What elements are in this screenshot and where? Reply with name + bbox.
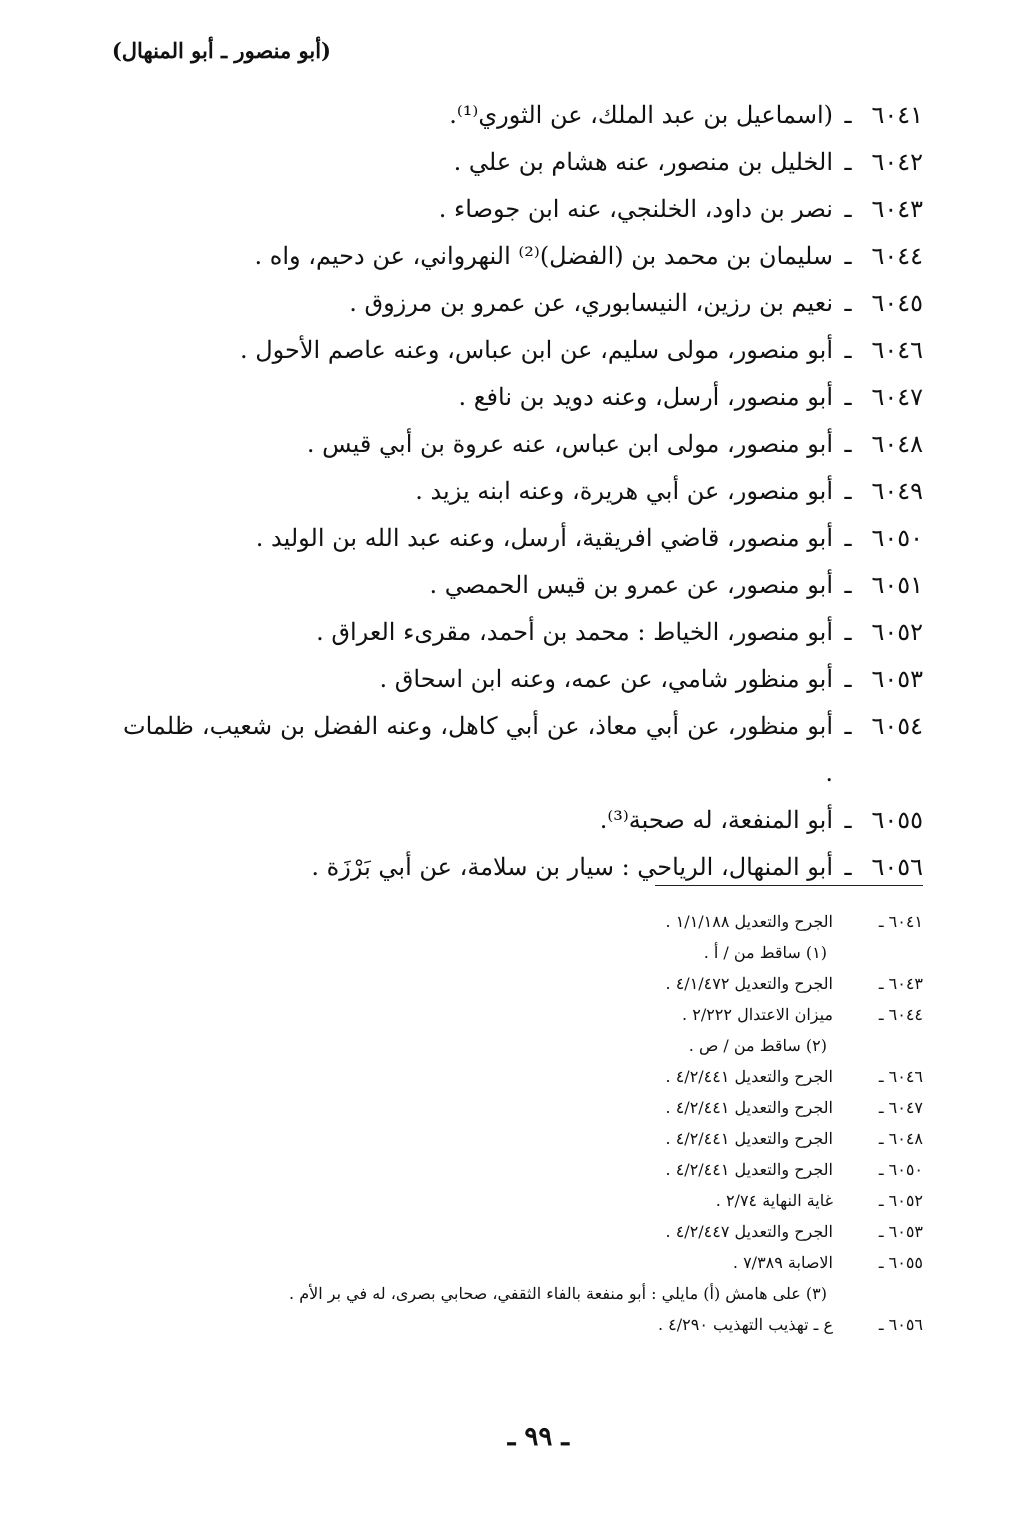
entry-text: نصر بن داود، الخلنجي، عنه ابن جوصاء . xyxy=(438,195,833,223)
footnote-entry-number: ٦٠٤٤ ـ xyxy=(878,1005,923,1024)
entry-separator: ـ xyxy=(844,148,852,176)
entry-text: أبو المنفعة، له صحبة⁽³⁾. xyxy=(599,806,833,834)
footnote-text: الجرح والتعديل ٤/٢/٤٤١ . xyxy=(665,1098,833,1117)
footnote xyxy=(223,1092,923,1123)
entry-separator: ـ xyxy=(844,430,852,458)
entry-text: أبو منصور، قاضي افريقية، أرسل، وعنه عبد الله بن الوليد . xyxy=(255,524,833,552)
footnote-text: الجرح والتعديل ١/١/١٨٨ . xyxy=(665,912,833,931)
footnote xyxy=(223,1030,923,1061)
entry-separator: ـ xyxy=(844,242,852,270)
footnote-entry-number: ٦٠٤٧ ـ xyxy=(878,1098,923,1117)
entry-separator: ـ xyxy=(844,853,852,881)
entry-number: ٦٠٥٣ xyxy=(871,665,923,693)
entry-separator: ـ xyxy=(844,336,852,364)
entry xyxy=(123,233,923,280)
footnote-entry-number: ٦٠٥٢ ـ xyxy=(878,1191,923,1210)
entry-number: ٦٠٤٣ xyxy=(871,195,923,223)
entry xyxy=(123,92,923,139)
footnote-text: (٢) ساقط من / ص . xyxy=(688,1036,827,1055)
entry-text: أبو منظور، عن أبي معاذ، عن أبي كاهل، وعنه الفضل بن شعيب، ظلمات . xyxy=(123,712,833,787)
footnote xyxy=(223,999,923,1030)
footnote xyxy=(223,1154,923,1185)
footnote xyxy=(223,1216,923,1247)
footnote-entry-number: ٦٠٤١ ـ xyxy=(878,912,923,931)
entry xyxy=(123,186,923,233)
entry-number: ٦٠٤٥ xyxy=(871,289,923,317)
entry-separator: ـ xyxy=(844,571,852,599)
footnote xyxy=(223,1247,923,1278)
entry-number: ٦٠٥٥ xyxy=(871,806,923,834)
entry-number: ٦٠٥٠ xyxy=(871,524,923,552)
entry-number: ٦٠٥٤ xyxy=(871,712,923,740)
entry-separator: ـ xyxy=(844,712,852,740)
footnote-text: الجرح والتعديل ٤/٢/٤٤١ . xyxy=(665,1160,833,1179)
footnote-entry-number: ٦٠٤٣ ـ xyxy=(878,974,923,993)
footnote xyxy=(223,1185,923,1216)
entry-text: نعيم بن رزين، النيسابوري، عن عمرو بن مرزوق . xyxy=(349,289,833,317)
entry-text: أبو منصور، عن أبي هريرة، وعنه ابنه يزيد . xyxy=(415,477,833,505)
entry-text: الخليل بن منصور، عنه هشام بن علي . xyxy=(453,148,833,176)
footnote-list xyxy=(223,906,923,1340)
footnote-entry-number: ٦٠٤٦ ـ xyxy=(878,1067,923,1086)
footnote xyxy=(223,906,923,937)
entry-text: (اسماعيل بن عبد الملك، عن الثوري⁽¹⁾. xyxy=(449,101,833,129)
running-header: (أبو منصور ـ أبو المنهال) xyxy=(111,38,331,63)
footnote xyxy=(223,968,923,999)
footnote-divider xyxy=(655,885,923,886)
entry-text: أبو منصور، عن عمرو بن قيس الحمصي . xyxy=(429,571,833,599)
entry-separator: ـ xyxy=(844,665,852,693)
footnote-entry-number: ٦٠٤٨ ـ xyxy=(878,1129,923,1148)
entry-text: أبو منصور، مولى ابن عباس، عنه عروة بن أبي قيس . xyxy=(306,430,833,458)
entry-number: ٦٠٤٢ xyxy=(871,148,923,176)
entry xyxy=(123,421,923,468)
entry xyxy=(123,656,923,703)
entry-separator: ـ xyxy=(844,477,852,505)
entry-separator: ـ xyxy=(844,101,852,129)
entry-number: ٦٠٤٤ xyxy=(871,242,923,270)
entry xyxy=(123,703,923,797)
entry-text: أبو منصور، الخياط : محمد بن أحمد، مقرىء العراق . xyxy=(316,618,833,646)
entry-number: ٦٠٤٦ xyxy=(871,336,923,364)
entry-number: ٦٠٤١ xyxy=(871,101,923,129)
entry-separator: ـ xyxy=(844,383,852,411)
entry-list xyxy=(123,92,923,891)
entry xyxy=(123,515,923,562)
entry xyxy=(123,139,923,186)
footnote-text: الجرح والتعديل ٤/٢/٤٤١ . xyxy=(665,1067,833,1086)
footnote-text: (٣) على هامش (أ) مايلي : أبو منفعة بالفاء الثقفي، صحابي بصرى، له في بر الأم . xyxy=(289,1284,827,1303)
entry-text: أبو منصور، أرسل، وعنه دويد بن نافع . xyxy=(458,383,833,411)
footnote xyxy=(223,1278,923,1309)
entry-separator: ـ xyxy=(844,195,852,223)
entry xyxy=(123,327,923,374)
entry-number: ٦٠٥١ xyxy=(871,571,923,599)
entry xyxy=(123,609,923,656)
footnote-entry-number xyxy=(833,1278,923,1309)
entry xyxy=(123,468,923,515)
entry-text: أبو المنهال، الرياحي : سيار بن سلامة، عن أبي بَرْزَة . xyxy=(311,853,833,881)
entry xyxy=(123,280,923,327)
entry-number: ٦٠٤٨ xyxy=(871,430,923,458)
entry-separator: ـ xyxy=(844,618,852,646)
footnote xyxy=(223,1123,923,1154)
footnote-text: الجرح والتعديل ٤/١/٤٧٢ . xyxy=(665,974,833,993)
entry xyxy=(123,374,923,421)
entry-text: أبو منصور، مولى سليم، عن ابن عباس، وعنه عاصم الأحول . xyxy=(239,336,833,364)
footnote-text: (١) ساقط من / أ . xyxy=(703,943,827,962)
entry-number: ٦٠٤٧ xyxy=(871,383,923,411)
footnote-entry-number: ٦٠٥٦ ـ xyxy=(878,1315,923,1334)
entry xyxy=(123,844,923,891)
entry xyxy=(123,562,923,609)
footnote-entry-number xyxy=(833,1030,923,1061)
entry-number: ٦٠٥٢ xyxy=(871,618,923,646)
entry-text: أبو منظور شامي، عن عمه، وعنه ابن اسحاق . xyxy=(379,665,833,693)
entry-number: ٦٠٤٩ xyxy=(871,477,923,505)
footnote xyxy=(223,1061,923,1092)
page-number: ـ ٩٩ ـ xyxy=(507,1422,569,1452)
entry-number: ٦٠٥٦ xyxy=(871,853,923,881)
footnote-text: الاصابة ٧/٣٨٩ . xyxy=(732,1253,833,1272)
footnote-text: ع ـ تهذيب التهذيب ٤/٢٩٠ . xyxy=(658,1315,833,1334)
footnote-entry-number: ٦٠٥٣ ـ xyxy=(878,1222,923,1241)
footnote-text: غاية النهاية ٢/٧٤ . xyxy=(715,1191,833,1210)
entry-separator: ـ xyxy=(844,289,852,317)
footnote-text: الجرح والتعديل ٤/٢/٤٤٧ . xyxy=(665,1222,833,1241)
footnote xyxy=(223,1309,923,1340)
footnote-text: الجرح والتعديل ٤/٢/٤٤١ . xyxy=(665,1129,833,1148)
footnote-entry-number: ٦٠٥٥ ـ xyxy=(878,1253,923,1272)
footnote xyxy=(223,937,923,968)
entry-text: سليمان بن محمد بن (الفضل)⁽²⁾ النهرواني، عن دحيم، واه . xyxy=(254,242,833,270)
footnote-text: ميزان الاعتدال ٢/٢٢٢ . xyxy=(682,1005,833,1024)
entry xyxy=(123,797,923,844)
footnote-entry-number: ٦٠٥٠ ـ xyxy=(878,1160,923,1179)
footnote-entry-number xyxy=(833,937,923,968)
entry-separator: ـ xyxy=(844,524,852,552)
entry-separator: ـ xyxy=(844,806,852,834)
